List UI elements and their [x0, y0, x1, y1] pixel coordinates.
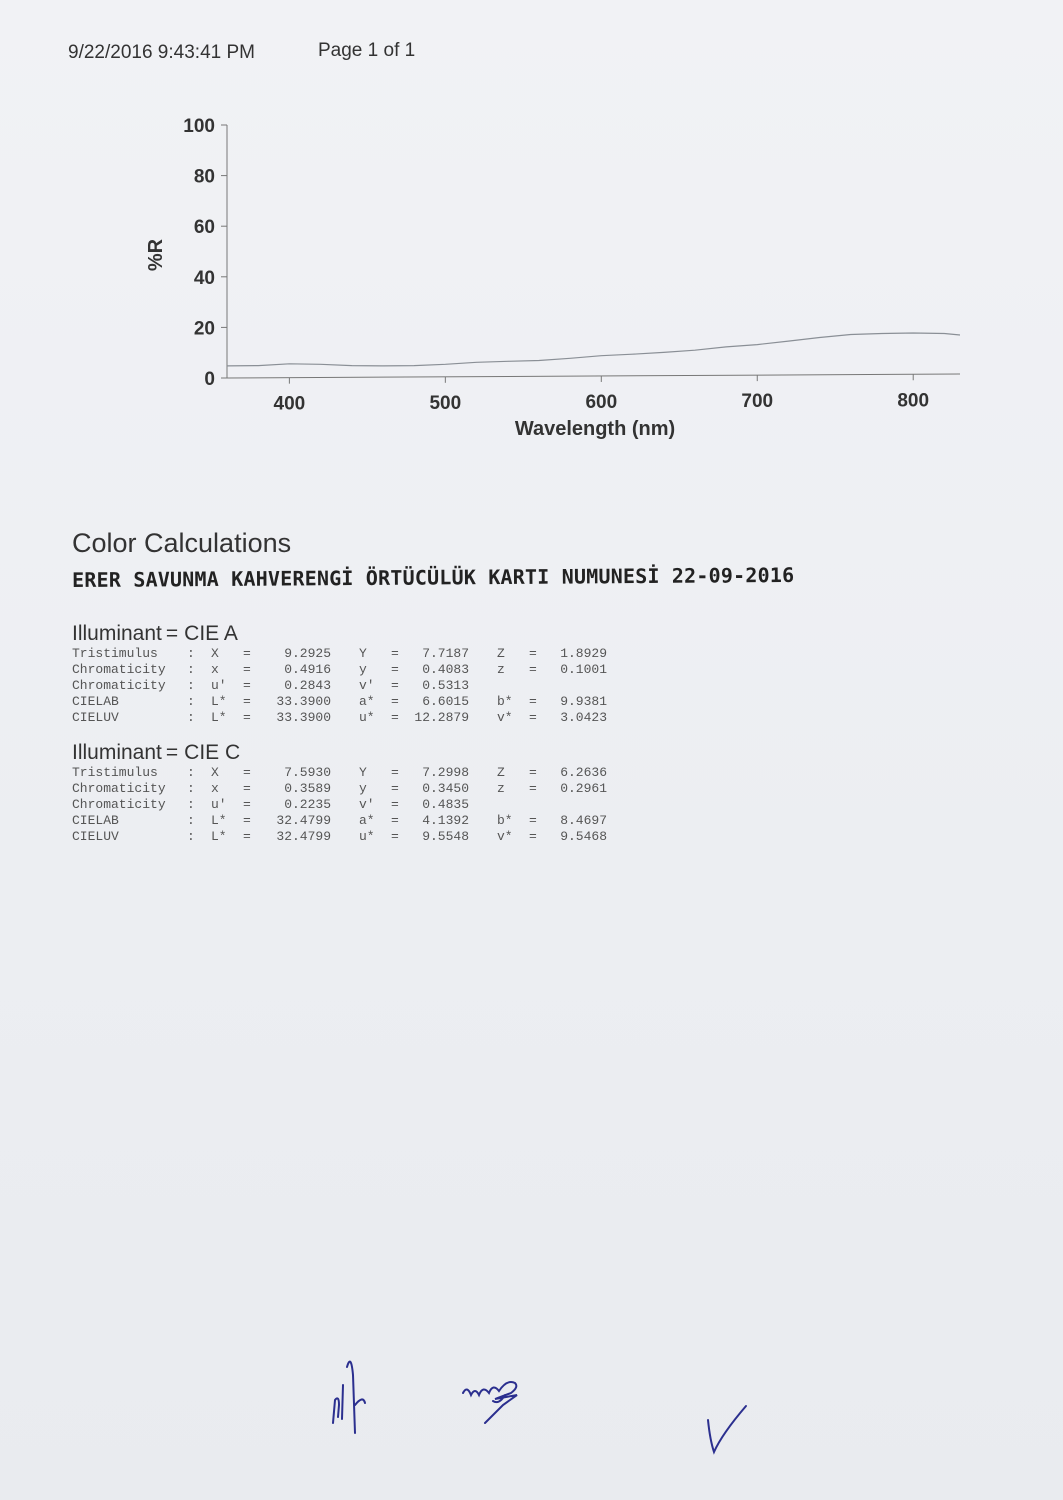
value-2: 0.3450 — [422, 781, 469, 796]
row-colon: : — [187, 829, 195, 844]
equals-1: = — [243, 765, 251, 780]
value-3: 1.8929 — [560, 646, 607, 661]
table-row — [72, 694, 607, 710]
row-label: Tristimulus — [72, 765, 158, 780]
color-values-table — [72, 646, 607, 726]
spacer — [331, 646, 359, 662]
table-row — [72, 646, 607, 662]
symbol-1: x — [211, 662, 219, 677]
value-1: 9.2925 — [284, 646, 331, 661]
symbol-3: v* — [497, 710, 513, 725]
equals-2: = — [391, 646, 399, 661]
x-tick-label: 600 — [585, 391, 618, 413]
print-datetime: 9/22/2016 9:43:41 PM — [68, 42, 255, 63]
row-colon: : — [187, 813, 195, 828]
table-row — [72, 765, 607, 781]
color-values-table — [72, 765, 607, 845]
illuminant-label: Illuminant — [72, 741, 162, 764]
row-colon: : — [187, 646, 195, 661]
value-2: 9.5548 — [422, 829, 469, 844]
symbol-1: u' — [211, 678, 227, 693]
symbol-3: b* — [497, 694, 513, 709]
equals-2: = — [391, 710, 399, 725]
check-mark — [702, 1400, 752, 1460]
equals-2: = — [391, 765, 399, 780]
x-tick-label: 800 — [897, 390, 930, 412]
equals-3: = — [529, 646, 537, 661]
equals-2: = — [391, 813, 399, 828]
illuminant-block-c — [72, 741, 607, 845]
illuminant-equals: = — [165, 622, 179, 645]
symbol-3: z — [497, 662, 505, 677]
value-3: 9.5468 — [560, 829, 607, 844]
table-row — [72, 813, 607, 829]
symbol-3: b* — [497, 813, 513, 828]
spacer — [469, 765, 497, 781]
symbol-2: y — [359, 662, 367, 677]
x-tick-label: 700 — [741, 391, 774, 413]
x-tick-label: 400 — [273, 393, 306, 415]
illuminant-label: Illuminant — [72, 622, 162, 645]
equals-3: = — [529, 829, 537, 844]
spacer — [469, 710, 497, 726]
row-colon: : — [187, 678, 195, 693]
spacer — [469, 829, 497, 845]
value-1: 0.2235 — [284, 797, 331, 812]
equals-1: = — [243, 694, 251, 709]
spacer — [469, 646, 497, 662]
illuminant-block-a — [72, 622, 607, 726]
y-tick-label: 40 — [193, 267, 215, 289]
equals-1: = — [243, 797, 251, 812]
row-label: CIELUV — [72, 710, 119, 725]
equals-2: = — [391, 694, 399, 709]
equals-2: = — [391, 662, 399, 677]
spacer — [331, 678, 359, 694]
table-row — [72, 781, 607, 797]
y-axis-title: %R — [145, 238, 167, 272]
spacer — [331, 662, 359, 678]
equals-1: = — [243, 662, 251, 677]
value-2: 0.5313 — [422, 678, 469, 693]
row-label: CIELAB — [72, 694, 119, 709]
y-tick-label: 80 — [193, 166, 215, 188]
spacer — [331, 813, 359, 829]
table-row — [72, 662, 607, 678]
equals-1: = — [243, 710, 251, 725]
x-axis-line — [227, 374, 960, 378]
equals-3: = — [529, 662, 537, 677]
equals-1: = — [243, 829, 251, 844]
row-label: Chromaticity — [72, 678, 166, 693]
symbol-3: z — [497, 781, 505, 796]
y-tick-label: 20 — [193, 318, 215, 340]
value-2: 7.2998 — [422, 765, 469, 780]
spacer — [331, 829, 359, 845]
value-3 — [543, 678, 607, 694]
section-title: Color Calculations — [72, 528, 292, 558]
table-row — [72, 678, 607, 694]
equals-2: = — [391, 781, 399, 796]
symbol-1: L* — [211, 710, 227, 725]
symbol-3: Z — [497, 765, 505, 780]
symbol-3 — [497, 797, 529, 813]
value-2: 4.1392 — [422, 813, 469, 828]
value-1: 0.2843 — [284, 678, 331, 693]
symbol-1: L* — [211, 813, 227, 828]
value-3: 8.4697 — [560, 813, 607, 828]
spacer — [469, 781, 497, 797]
value-2: 0.4083 — [422, 662, 469, 677]
value-2: 6.6015 — [422, 694, 469, 709]
symbol-1: X — [211, 646, 219, 661]
illuminant-equals: = — [165, 741, 179, 764]
signature-1 — [325, 1345, 375, 1440]
value-1: 33.3900 — [276, 710, 331, 725]
equals-2: = — [391, 678, 399, 693]
table-row — [72, 829, 607, 845]
chart-ticks — [183, 116, 929, 415]
row-label: Chromaticity — [72, 781, 166, 796]
spacer — [469, 678, 497, 694]
symbol-1: x — [211, 781, 219, 796]
row-colon: : — [187, 662, 195, 677]
equals-1: = — [243, 678, 251, 693]
equals-3: = — [529, 694, 537, 709]
symbol-2: a* — [359, 813, 375, 828]
equals-3 — [529, 678, 543, 694]
value-2: 12.2879 — [414, 710, 469, 725]
illuminant-heading — [72, 741, 607, 765]
value-1: 33.3900 — [276, 694, 331, 709]
table-row — [72, 710, 607, 726]
x-axis-title: Wavelength (nm) — [514, 418, 676, 440]
symbol-2: u* — [359, 829, 375, 844]
series-line — [227, 333, 960, 366]
spacer — [469, 813, 497, 829]
spacer — [469, 662, 497, 678]
sample-title: ERER SAVUNMA KAHVERENGİ ÖRTÜCÜLÜK KARTI NUMUNESİ 22-09-2016 — [72, 562, 795, 592]
equals-3: = — [529, 781, 537, 796]
symbol-2: v' — [359, 797, 375, 812]
row-colon: : — [187, 781, 195, 796]
page-number: Page 1 of 1 — [318, 40, 416, 61]
y-tick-label: 100 — [183, 116, 215, 137]
row-label: Chromaticity — [72, 662, 166, 677]
spacer — [331, 765, 359, 781]
equals-1: = — [243, 813, 251, 828]
spacer — [469, 797, 497, 813]
chart-axes — [227, 125, 960, 378]
row-label: Tristimulus — [72, 646, 158, 661]
spacer — [331, 710, 359, 726]
illuminant-heading — [72, 622, 607, 646]
equals-3: = — [529, 710, 537, 725]
value-1: 32.4799 — [276, 813, 331, 828]
row-label: CIELUV — [72, 829, 119, 844]
symbol-1: X — [211, 765, 219, 780]
equals-1: = — [243, 781, 251, 796]
row-label: CIELAB — [72, 813, 119, 828]
value-1: 0.3589 — [284, 781, 331, 796]
symbol-1: u' — [211, 797, 227, 812]
symbol-2: v' — [359, 678, 375, 693]
spacer — [331, 781, 359, 797]
value-3: 9.9381 — [560, 694, 607, 709]
symbol-3: v* — [497, 829, 513, 844]
value-3: 3.0423 — [560, 710, 607, 725]
value-1: 7.5930 — [284, 765, 331, 780]
symbol-2: u* — [359, 710, 375, 725]
y-tick-label: 0 — [204, 369, 215, 390]
value-3: 6.2636 — [560, 765, 607, 780]
symbol-3: Z — [497, 646, 505, 661]
illuminant-name: CIE A — [184, 622, 238, 645]
value-1: 32.4799 — [276, 829, 331, 844]
spacer — [331, 694, 359, 710]
symbol-2: Y — [359, 646, 367, 661]
equals-3: = — [529, 765, 537, 780]
equals-3: = — [529, 813, 537, 828]
symbol-1: L* — [211, 694, 227, 709]
spacer — [331, 797, 359, 813]
equals-2: = — [391, 797, 399, 812]
equals-1: = — [243, 646, 251, 661]
y-tick-label: 60 — [193, 217, 215, 239]
row-colon: : — [187, 797, 195, 812]
equals-2: = — [391, 829, 399, 844]
symbol-2: Y — [359, 765, 367, 780]
symbol-2: a* — [359, 694, 375, 709]
x-tick-label: 500 — [429, 392, 462, 414]
chart-series — [227, 333, 960, 366]
symbol-3 — [497, 678, 529, 694]
value-2: 0.4835 — [422, 797, 469, 812]
value-2: 7.7187 — [422, 646, 469, 661]
spacer — [469, 694, 497, 710]
symbol-2: y — [359, 781, 367, 796]
row-colon: : — [187, 710, 195, 725]
symbol-1: L* — [211, 829, 227, 844]
row-colon: : — [187, 694, 195, 709]
illuminant-name: CIE C — [184, 741, 241, 764]
value-3: 0.1001 — [560, 662, 607, 677]
reflectance-chart — [120, 100, 980, 450]
equals-3 — [529, 797, 543, 813]
signature-2 — [455, 1365, 530, 1435]
value-3: 0.2961 — [560, 781, 607, 796]
value-3 — [543, 797, 607, 813]
row-colon: : — [187, 765, 195, 780]
row-label: Chromaticity — [72, 797, 166, 812]
value-1: 0.4916 — [284, 662, 331, 677]
table-row — [72, 797, 607, 813]
